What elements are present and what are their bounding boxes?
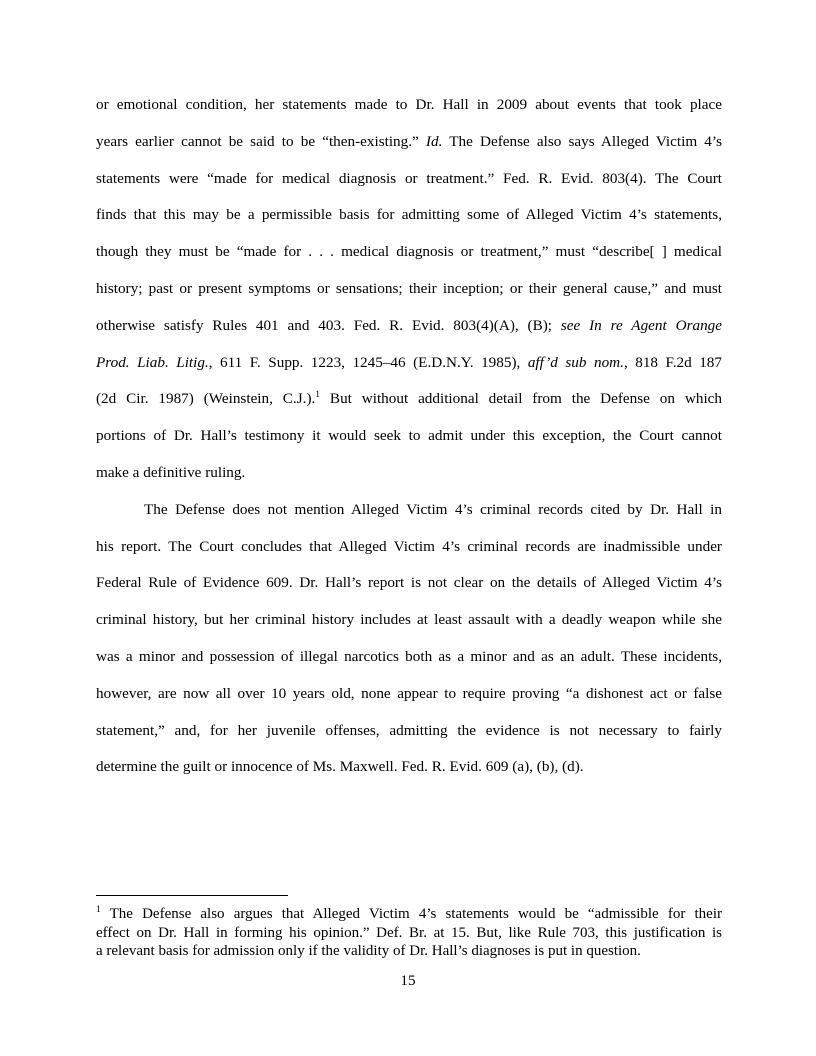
body-line: was a minor and possession of illegal narcotics both as a minor and as an adult. These incidents, (96, 647, 722, 665)
body-line: make a definitive ruling. (96, 463, 246, 481)
italic-citation: aff’d sub nom. (527, 353, 624, 371)
body-line: years earlier cannot be said to be “then-existing.” Id. The Defense also says Alleged Victim 4’s (96, 132, 722, 150)
body-line: statement,” and, for her juvenile offenses, admitting the evidence is not necessary to fairly (96, 721, 722, 739)
italic-citation: Prod. Liab. Litig. (96, 353, 209, 371)
body-line: however, are now all over 10 years old, none appear to require proving “a dishonest act or false (96, 684, 722, 702)
footnote-line (96, 905, 722, 924)
body-line: history; past or present symptoms or sensations; their inception; or their general cause,” and must (96, 279, 722, 297)
body-line: statements were “made for medical diagnosis or treatment.” Fed. R. Evid. 803(4). The Court (96, 169, 722, 187)
footnote (96, 905, 722, 961)
body-text (96, 93, 722, 792)
body-line: his report. The Court concludes that Alleged Victim 4’s criminal records are inadmissible under (96, 537, 722, 555)
italic-citation: see In re Agent Orange (560, 316, 722, 334)
body-line: portions of Dr. Hall’s testimony it would seek to admit under this exception, the Court cannot (96, 427, 722, 445)
footnote-text: The Defense also argues that Alleged Victim 4’s statements would be “admissible for their (100, 906, 722, 922)
page-number: 15 (400, 972, 416, 989)
body-line: though they must be “made for . . . medical diagnosis or treatment,” must “describe[ ] medical (96, 243, 722, 261)
body-line: The Defense does not mention Alleged Victim 4’s criminal records cited by Dr. Hall in (144, 500, 722, 518)
footnote-reference: 1 (315, 390, 321, 401)
body-line: finds that this may be a permissible basis for admitting some of Alleged Victim 4’s statements, (96, 206, 722, 224)
body-line: otherwise satisfy Rules 401 and 403. Fed. R. Evid. 803(4)(A), (B); see In re Agent Orange (96, 316, 722, 334)
body-line: determine the guilt or innocence of Ms. Maxwell. Fed. R. Evid. 609 (a), (b), (d). (96, 758, 584, 776)
footnote-marker: 1 (96, 905, 101, 915)
body-line: criminal history, but her criminal history includes at least assault with a deadly weapon while she (96, 611, 722, 629)
footnote-line: a relevant basis for admission only if the validity of Dr. Hall’s diagnoses is put in question. (96, 943, 641, 959)
body-line: Federal Rule of Evidence 609. Dr. Hall’s report is not clear on the details of Alleged Victim 4’s (96, 574, 722, 592)
italic-citation: Id. (425, 132, 443, 150)
body-line: (2d Cir. 1987) (Weinstein, C.J.).$^1$ But without additional detail from the Defense on which (96, 390, 722, 408)
body-line: or emotional condition, her statements made to Dr. Hall in 2009 about events that took place (96, 96, 722, 113)
body-line: Prod. Liab. Litig., 611 F. Supp. 1223, 1245–46 (E.D.N.Y. 1985), aff’d sub nom., 818 F.2d 187 (96, 353, 722, 371)
footnote-divider (96, 895, 288, 896)
footnote-line: effect on Dr. Hall in forming his opinion.” Def. Br. at 15. But, like Rule 703, this justification is (96, 924, 722, 941)
